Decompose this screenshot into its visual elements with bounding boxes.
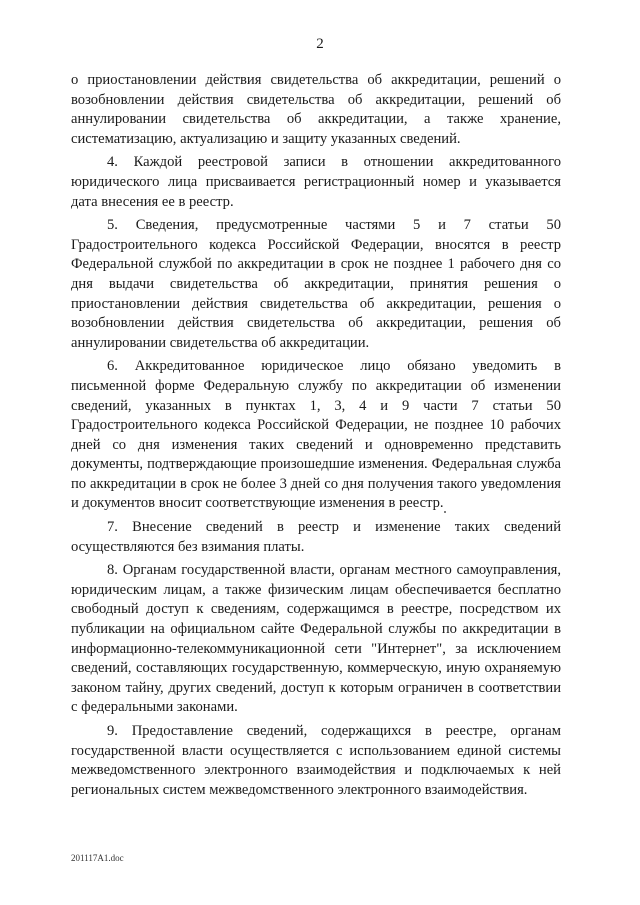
page-number: 2 (316, 36, 324, 52)
paragraph-item-4: 4. Каждой реестровой записи в отношении аккредитованного юридического лица присваивается регистрационный номер и указывается дата внесения ее в реестр. (71, 154, 561, 210)
paragraph-item-6: 6. Аккредитованное юридическое лицо обязано уведомить в письменной форме Федеральную службу по аккредитации об изменении сведений, указанных в пунктах 1, 3, 4 и 9 части 7 статьи 50 Градостроительного кодекса Российской Федерации, не позднее 10 рабочих дней со дня изменения таких сведений и одновременно представить документы, подтверждающие произошедшие изменения. Федеральная служба по аккредитации в срок не более 3 дней со дня получения такого уведомления и документов вносит соответствующие изменения в реестр. (71, 358, 561, 512)
footer-document-code: 201117A1.doc (71, 853, 124, 863)
paragraph-item-7: 7. Внесение сведений в реестр и изменение таких сведений осуществляются без взимания платы. (71, 519, 561, 555)
paragraph-item-8: 8. Органам государственной власти, органам местного самоуправления, юридическим лицам, а также физическим лицам обеспечивается бесплатно свободный доступ к сведениям, содержащимся в реестре, посредством их публикации на официальном сайте Федеральной службы по аккредитации в информационно-телекоммуникационной сети "Интернет", за исключением сведений, составляющих государственную, коммерческую, иную охраняемую законом тайну, других сведений, доступ к которым ограничен в соответствии с федеральными законами. (71, 562, 561, 716)
scan-speck (444, 511, 446, 513)
paragraph-item-9: 9. Предоставление сведений, содержащихся в реестре, органам государственной власти осуществляется с использованием единой системы межведомственного электронного взаимодействия и подключаемых к ней региональных систем межведомственного электронного взаимодействия. (71, 723, 561, 798)
paragraph-continuation: о приостановлении действия свидетельства об аккредитации, решений о возобновлении действия свидетельства об аккредитации, решений об аннулировании свидетельства об аккредитации, а также хранение, систематизацию, актуализацию и защиту указанных сведений. (71, 72, 561, 147)
paragraph-item-5: 5. Сведения, предусмотренные частями 5 и 7 статьи 50 Градостроительного кодекса Российской Федерации, вносятся в реестр Федеральной службой по аккредитации в срок не позднее 1 рабочего дня со дня выдачи свидетельства об аккредитации, принятия решения о приостановлении действия свидетельства об аккредитации, решения о возобновлении действия свидетельства об аккредитации, решения об аннулировании свидетельства об аккредитации. (71, 217, 561, 351)
document-body (71, 71, 561, 804)
